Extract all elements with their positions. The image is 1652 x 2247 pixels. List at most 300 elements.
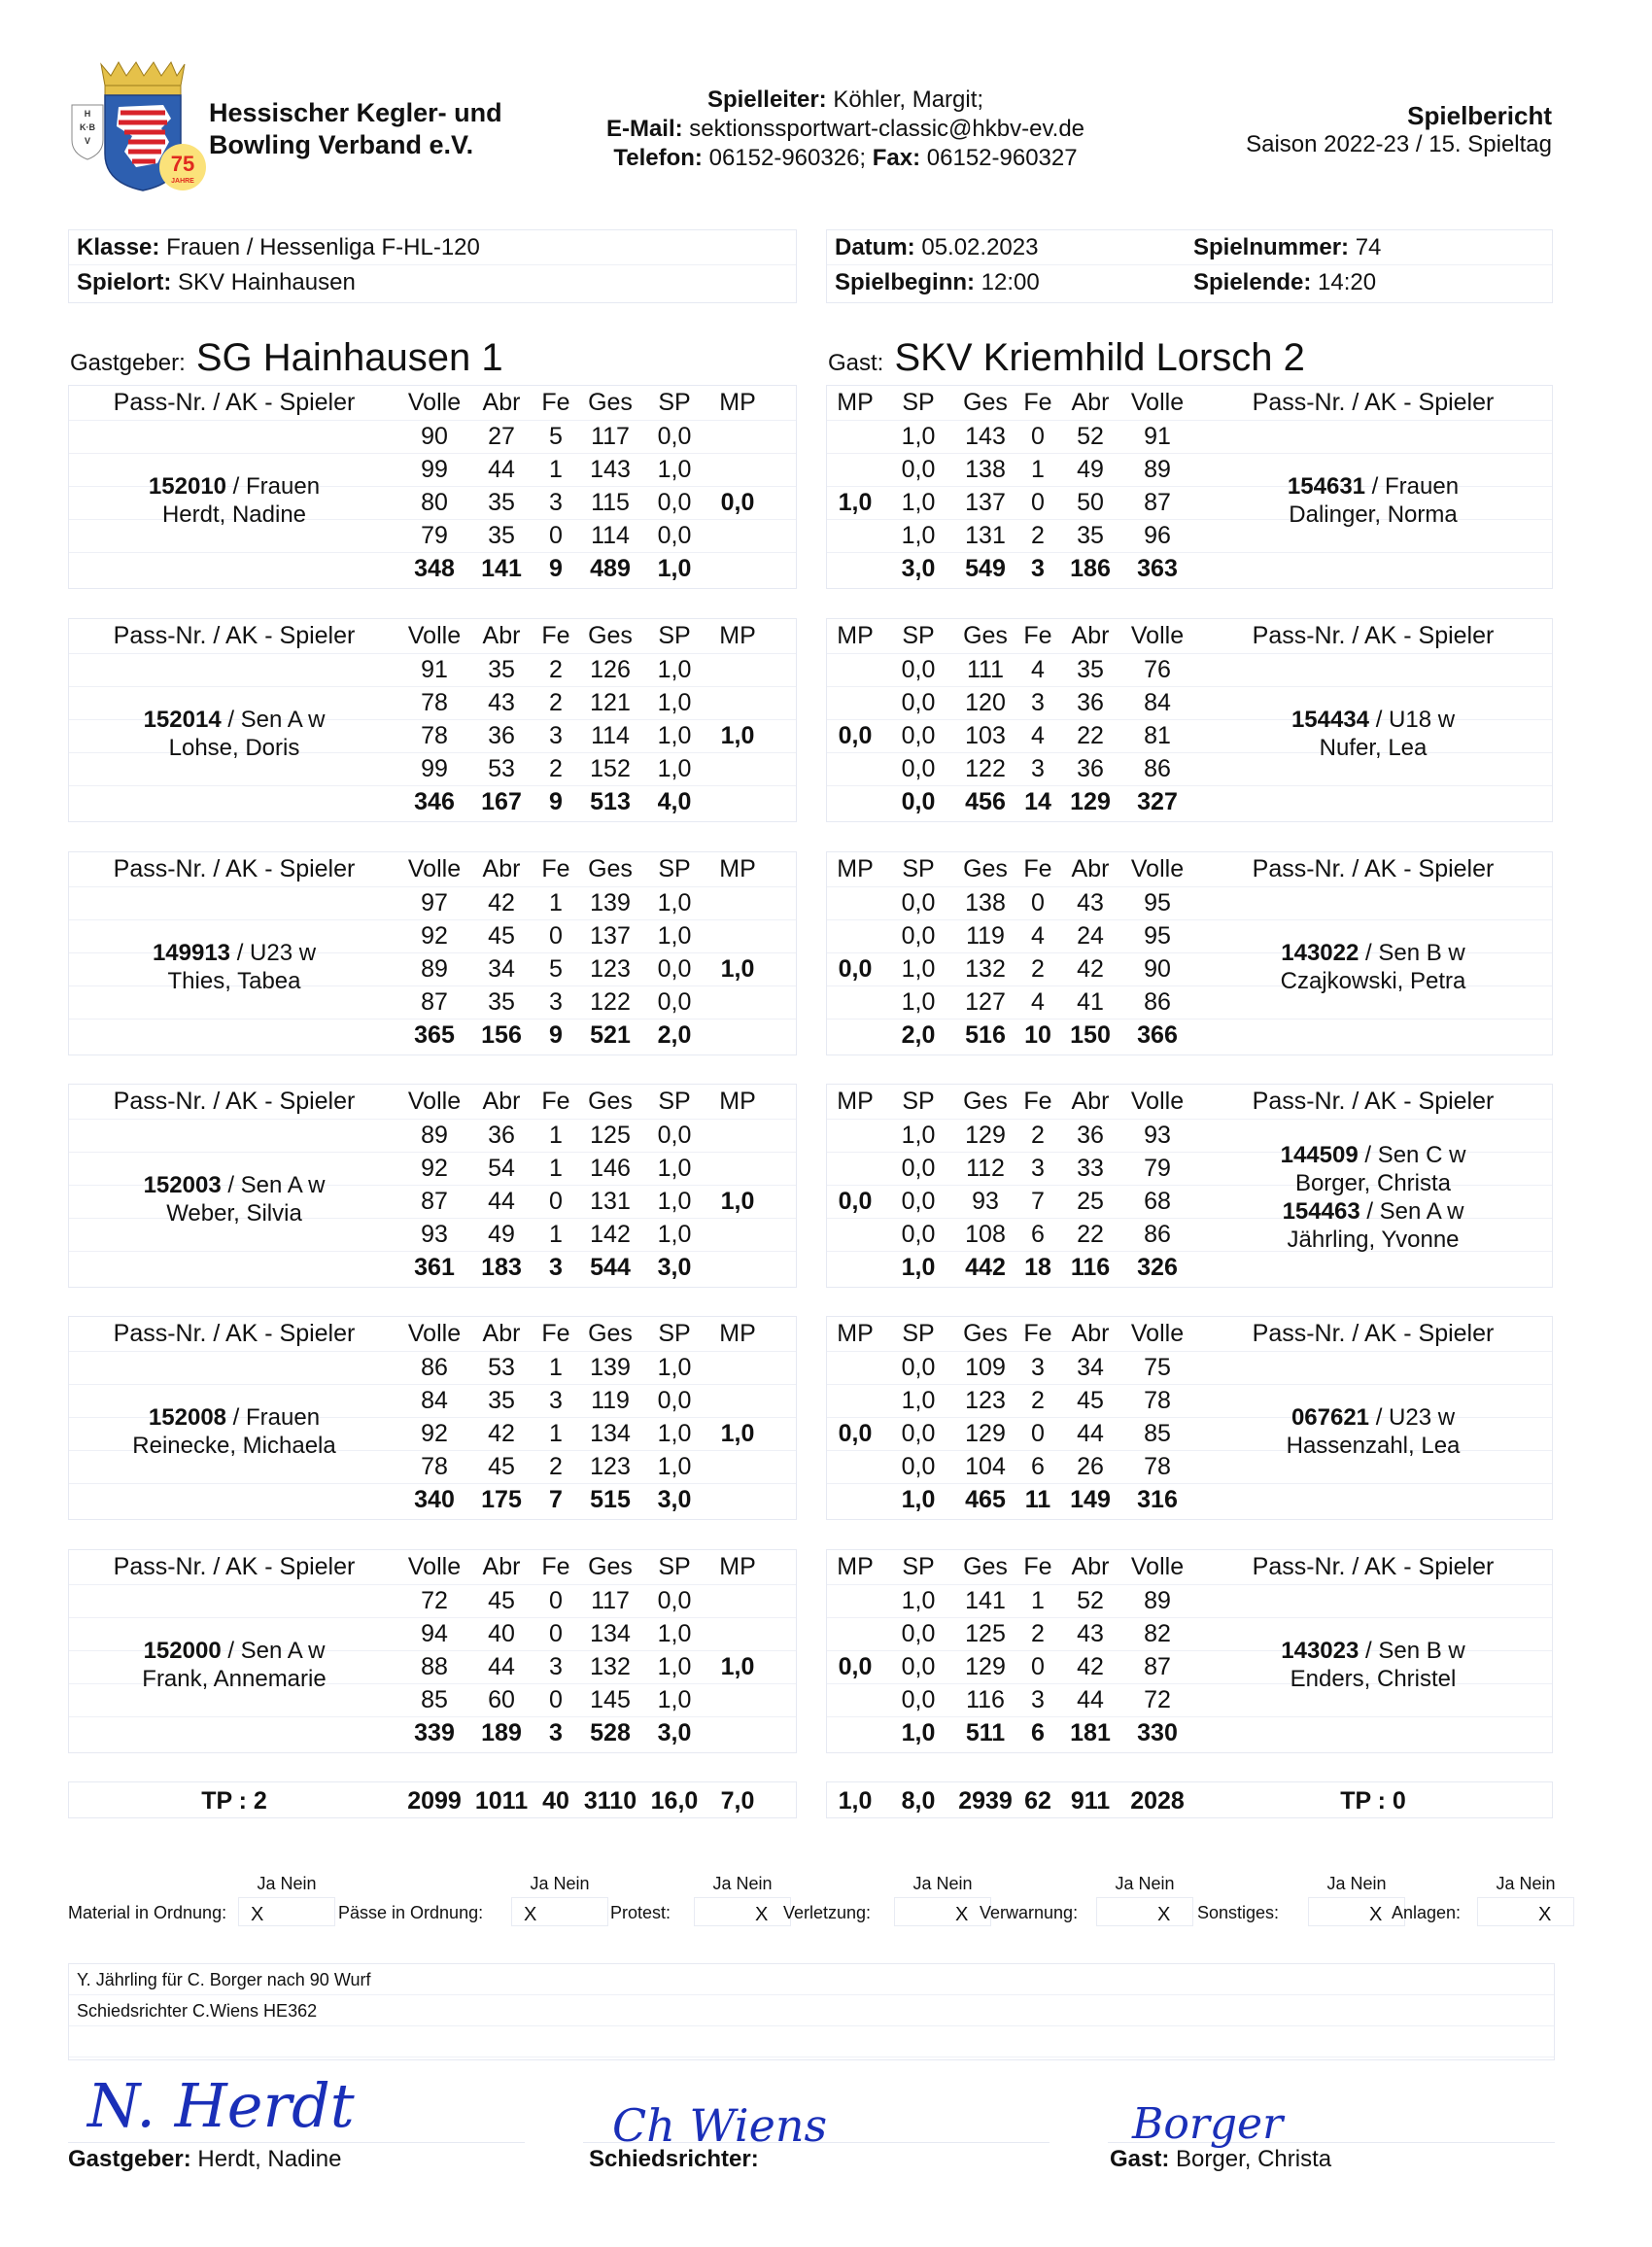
home-handwritten-signature: N. Herdt xyxy=(87,2070,355,2141)
player-info xyxy=(1192,1637,1554,1693)
column-header-row xyxy=(827,1317,1552,1351)
column-header-mp: MP xyxy=(719,1088,756,1115)
column-header-row xyxy=(69,852,796,886)
cell-volle: 84 xyxy=(421,1387,448,1414)
cell-volle: 89 xyxy=(1144,1587,1171,1614)
column-header-fe: Fe xyxy=(541,389,570,416)
player-pass-number: 143023 xyxy=(1281,1638,1359,1664)
check-label: Verwarnung: xyxy=(980,1903,1079,1922)
column-header-fe: Fe xyxy=(1023,1553,1052,1580)
cell-abr: 50 xyxy=(1077,489,1104,516)
cell-fe: 3 xyxy=(1031,1354,1045,1381)
column-header-abr: Abr xyxy=(482,1553,521,1580)
cell-volle: 72 xyxy=(1144,1686,1171,1713)
cell-fe: 1 xyxy=(1031,456,1045,483)
cell-ges: 137 xyxy=(590,922,631,950)
cell-fe: 4 xyxy=(1031,988,1045,1016)
cell-ges: 104 xyxy=(965,1453,1006,1480)
cell-fe: 3 xyxy=(1031,755,1045,782)
remarks-box xyxy=(68,1963,1555,2060)
cell-abr: 35 xyxy=(488,522,515,549)
cell-sp: 0,0 xyxy=(657,489,692,516)
match-point-value: 0,0 xyxy=(838,955,873,983)
player-info xyxy=(69,1637,399,1693)
column-header-volle: Volle xyxy=(1130,389,1185,416)
total-volle: 363 xyxy=(1137,555,1178,582)
column-header-volle: Volle xyxy=(407,1088,462,1115)
player-pass-number: 152014 xyxy=(143,707,222,733)
cell-fe: 2 xyxy=(549,689,563,716)
total-abr: 183 xyxy=(481,1254,522,1281)
column-header-abr: Abr xyxy=(482,855,521,882)
cell-sp: 1,0 xyxy=(901,988,936,1016)
cell-sp: 0,0 xyxy=(657,1387,692,1414)
cell-abr: 42 xyxy=(1077,1653,1104,1680)
remark-line-2: Schiedsrichter C.Wiens HE362 xyxy=(69,1995,1554,2026)
guest-signatory-label: Gast: xyxy=(1110,2146,1170,2172)
cell-abr: 44 xyxy=(488,1188,515,1215)
column-header-fe: Fe xyxy=(541,1553,570,1580)
cell-fe: 4 xyxy=(1031,722,1045,749)
player-total-row xyxy=(69,785,796,819)
check-mark: X xyxy=(955,1904,969,1925)
column-header-mp: MP xyxy=(837,389,874,416)
column-header-sp: SP xyxy=(902,389,935,416)
column-header-mp: MP xyxy=(719,1553,756,1580)
cell-ges: 122 xyxy=(965,755,1006,782)
player-pass-number: 154434 xyxy=(1291,707,1370,733)
cell-fe: 6 xyxy=(1031,1453,1045,1480)
cell-abr: 26 xyxy=(1077,1453,1104,1480)
logo-badge-75: 75 xyxy=(170,152,195,176)
spielort-label: Spielort: xyxy=(77,269,172,295)
cell-volle: 78 xyxy=(421,689,448,716)
cell-ges: 114 xyxy=(591,522,630,549)
cell-volle: 75 xyxy=(1144,1354,1171,1381)
throw-row xyxy=(827,1584,1552,1618)
cell-sp: 0,0 xyxy=(901,1686,936,1713)
column-header-abr: Abr xyxy=(1071,1320,1110,1347)
total-sp: 2,0 xyxy=(657,1021,692,1049)
total-fe: 9 xyxy=(549,555,563,582)
total-sp: 0,0 xyxy=(901,788,936,815)
guest-signatory xyxy=(1110,2146,1331,2173)
home-total-sp: 16,0 xyxy=(650,1787,699,1815)
cell-ges: 119 xyxy=(591,1387,630,1414)
player-pass-number: 144509 xyxy=(1280,1142,1359,1168)
cell-ges: 138 xyxy=(965,889,1006,916)
match-point-value: 1,0 xyxy=(720,955,755,983)
cell-sp: 1,0 xyxy=(657,689,692,716)
match-point-value: 1,0 xyxy=(720,1420,755,1447)
total-abr: 189 xyxy=(481,1719,522,1746)
column-header-row xyxy=(69,1085,796,1119)
column-header-player: Pass-Nr. / AK - Spieler xyxy=(1252,1320,1495,1347)
cell-ges: 134 xyxy=(590,1420,631,1447)
column-header-mp: MP xyxy=(719,1320,756,1347)
cell-ges: 112 xyxy=(966,1155,1005,1182)
cell-abr: 24 xyxy=(1077,922,1104,950)
ja-nein-header: Ja Nein xyxy=(1115,1874,1175,1893)
cell-abr: 35 xyxy=(488,988,515,1016)
cell-sp: 0,0 xyxy=(657,955,692,983)
cell-abr: 52 xyxy=(1077,423,1104,450)
home-player-block xyxy=(68,1549,797,1753)
check-mark: X xyxy=(524,1904,537,1925)
cell-ges: 129 xyxy=(965,1653,1006,1680)
guest-handwritten-signature: Borger xyxy=(1132,2099,1284,2149)
column-header-abr: Abr xyxy=(482,622,521,649)
cell-abr: 35 xyxy=(1077,656,1104,683)
cell-ges: 115 xyxy=(591,489,630,516)
column-header-volle: Volle xyxy=(407,389,462,416)
total-ges: 521 xyxy=(590,1021,631,1049)
player-pass-number: 152010 xyxy=(148,473,227,500)
cell-ges: 139 xyxy=(590,1354,631,1381)
player-pass-line xyxy=(1192,1197,1554,1226)
spielnummer-value: 74 xyxy=(1355,234,1382,260)
column-header-player: Pass-Nr. / AK - Spieler xyxy=(113,1088,356,1115)
throw-row xyxy=(69,1351,796,1385)
total-abr: 129 xyxy=(1070,788,1111,815)
check-box[interactable] xyxy=(1477,1897,1574,1926)
player-info xyxy=(69,472,399,529)
throw-row xyxy=(69,1119,796,1153)
logo-letters-kb: K·B xyxy=(80,122,95,132)
cell-volle: 79 xyxy=(421,522,448,549)
cell-volle: 72 xyxy=(421,1587,448,1614)
cell-fe: 1 xyxy=(549,1155,563,1182)
column-header-fe: Fe xyxy=(1023,1088,1052,1115)
player-info xyxy=(1192,1141,1554,1254)
home-team-label: Gastgeber: xyxy=(70,350,186,376)
cell-abr: 22 xyxy=(1077,722,1104,749)
cell-abr: 35 xyxy=(488,1387,515,1414)
cell-volle: 87 xyxy=(421,1188,448,1215)
cell-fe: 1 xyxy=(549,1420,563,1447)
cell-abr: 44 xyxy=(1077,1420,1104,1447)
cell-sp: 1,0 xyxy=(657,722,692,749)
fax-label: Fax: xyxy=(872,145,921,171)
total-volle: 316 xyxy=(1137,1486,1178,1513)
column-header-abr: Abr xyxy=(1071,1088,1110,1115)
cell-fe: 2 xyxy=(1031,1387,1045,1414)
total-fe: 6 xyxy=(1031,1719,1045,1746)
telefon-label: Telefon: xyxy=(613,145,703,171)
home-signatory-label: Gastgeber: xyxy=(68,2146,191,2172)
column-header-sp: SP xyxy=(902,1088,935,1115)
column-header-sp: SP xyxy=(658,389,691,416)
cell-abr: 25 xyxy=(1077,1188,1104,1215)
home-total-volle: 2099 xyxy=(407,1787,462,1815)
logo-letter-v: V xyxy=(84,136,91,146)
cell-fe: 3 xyxy=(549,1653,563,1680)
cell-fe: 0 xyxy=(549,1686,563,1713)
cell-volle: 89 xyxy=(421,955,448,983)
player-pass-number: 149913 xyxy=(152,940,231,966)
cell-abr: 36 xyxy=(488,1122,515,1149)
total-fe: 9 xyxy=(549,1021,563,1049)
home-signatory xyxy=(68,2146,341,2173)
column-header-abr: Abr xyxy=(482,1320,521,1347)
match-point-value: 1,0 xyxy=(720,1188,755,1215)
player-total-row xyxy=(69,552,796,586)
cell-fe: 3 xyxy=(549,988,563,1016)
player-total-row xyxy=(827,1019,1552,1053)
cell-ges: 123 xyxy=(590,955,631,983)
guest-total-volle: 2028 xyxy=(1130,1787,1185,1815)
player-total-row xyxy=(69,1716,796,1750)
player-pass-line xyxy=(1192,472,1554,501)
organization-name xyxy=(209,97,502,161)
cell-fe: 1 xyxy=(549,1354,563,1381)
match-point-value: 0,0 xyxy=(838,1420,873,1447)
player-age-class: / Sen A w xyxy=(221,1638,326,1664)
cell-sp: 0,0 xyxy=(901,889,936,916)
player-total-row xyxy=(827,785,1552,819)
cell-sp: 0,0 xyxy=(901,1155,936,1182)
total-fe: 10 xyxy=(1024,1021,1051,1049)
total-ges: 465 xyxy=(965,1486,1006,1513)
referee-signatory xyxy=(589,2146,759,2173)
match-info-left xyxy=(68,229,797,303)
column-header-abr: Abr xyxy=(1071,389,1110,416)
cell-abr: 27 xyxy=(488,423,515,450)
cell-volle: 93 xyxy=(1144,1122,1171,1149)
cell-ges: 145 xyxy=(590,1686,631,1713)
column-header-ges: Ges xyxy=(588,1320,633,1347)
cell-fe: 6 xyxy=(1031,1221,1045,1248)
player-name: Nufer, Lea xyxy=(1319,735,1428,761)
cell-volle: 89 xyxy=(1144,456,1171,483)
cell-ges: 131 xyxy=(590,1188,631,1215)
total-sp: 3,0 xyxy=(657,1254,692,1281)
home-team-name: SG Hainhausen 1 xyxy=(195,336,503,379)
cell-fe: 1 xyxy=(1031,1587,1045,1614)
total-fe: 18 xyxy=(1024,1254,1051,1281)
cell-fe: 2 xyxy=(549,1453,563,1480)
ja-nein-header: Ja Nein xyxy=(1326,1874,1387,1893)
player-pass-number: 067621 xyxy=(1291,1404,1370,1431)
cell-fe: 2 xyxy=(1031,522,1045,549)
cell-fe: 0 xyxy=(549,1587,563,1614)
column-header-sp: SP xyxy=(902,622,935,649)
player-name: Lohse, Doris xyxy=(168,735,300,761)
column-header-row xyxy=(69,1317,796,1351)
cell-sp: 1,0 xyxy=(901,1122,936,1149)
cell-abr: 42 xyxy=(488,889,515,916)
column-header-fe: Fe xyxy=(541,1088,570,1115)
cell-volle: 92 xyxy=(421,1420,448,1447)
guest-player-block xyxy=(826,1549,1553,1753)
column-header-row xyxy=(69,1550,796,1584)
check-mark: X xyxy=(1538,1904,1552,1925)
cell-fe: 1 xyxy=(549,1122,563,1149)
cell-ges: 109 xyxy=(965,1354,1006,1381)
column-header-volle: Volle xyxy=(1130,1553,1185,1580)
cell-sp: 1,0 xyxy=(657,1221,692,1248)
cell-ges: 137 xyxy=(965,489,1006,516)
hkbv-logo xyxy=(68,58,214,194)
total-sp: 1,0 xyxy=(657,555,692,582)
total-abr: 167 xyxy=(481,788,522,815)
ja-nein-header: Ja Nein xyxy=(530,1874,590,1893)
column-header-sp: SP xyxy=(902,855,935,882)
cell-fe: 1 xyxy=(549,889,563,916)
cell-sp: 1,0 xyxy=(657,889,692,916)
datum-label: Datum: xyxy=(835,234,915,260)
column-header-volle: Volle xyxy=(1130,1320,1185,1347)
check-label: Anlagen: xyxy=(1392,1903,1462,1922)
cell-abr: 40 xyxy=(488,1620,515,1647)
email-value[interactable]: sektionssportwart-classic@hkbv-ev.de xyxy=(689,116,1085,142)
org-line-2: Bowling Verband e.V. xyxy=(209,130,474,159)
cell-volle: 85 xyxy=(421,1686,448,1713)
total-abr: 186 xyxy=(1070,555,1111,582)
cell-ges: 103 xyxy=(965,722,1006,749)
cell-abr: 43 xyxy=(1077,889,1104,916)
column-header-volle: Volle xyxy=(1130,1088,1185,1115)
cell-ges: 127 xyxy=(965,988,1006,1016)
referee-handwritten-signature: Ch Wiens xyxy=(612,2099,828,2152)
cell-sp: 1,0 xyxy=(901,955,936,983)
cell-abr: 44 xyxy=(1077,1686,1104,1713)
column-header-ges: Ges xyxy=(588,855,633,882)
home-total-mp: 7,0 xyxy=(720,1787,755,1815)
cell-ges: 141 xyxy=(965,1587,1006,1614)
cell-abr: 35 xyxy=(1077,522,1104,549)
guest-total-fe: 62 xyxy=(1024,1787,1051,1815)
spielbeginn-value: 12:00 xyxy=(981,269,1040,295)
column-header-row xyxy=(827,619,1552,653)
player-age-class: / U23 w xyxy=(230,940,317,966)
cell-volle: 68 xyxy=(1144,1188,1171,1215)
throw-row xyxy=(827,886,1552,920)
cell-abr: 53 xyxy=(488,755,515,782)
cell-volle: 89 xyxy=(421,1122,448,1149)
column-header-sp: SP xyxy=(658,855,691,882)
guest-player-block xyxy=(826,851,1553,1055)
cell-abr: 22 xyxy=(1077,1221,1104,1248)
cell-sp: 0,0 xyxy=(901,689,936,716)
player-total-row xyxy=(827,552,1552,586)
column-header-sp: SP xyxy=(658,622,691,649)
total-volle: 326 xyxy=(1137,1254,1178,1281)
cell-volle: 85 xyxy=(1144,1420,1171,1447)
total-sp: 1,0 xyxy=(901,1719,936,1746)
total-ges: 528 xyxy=(590,1719,631,1746)
column-header-sp: SP xyxy=(658,1088,691,1115)
spielende-value: 14:20 xyxy=(1318,269,1377,295)
cell-fe: 7 xyxy=(1031,1188,1045,1215)
total-volle: 346 xyxy=(414,788,455,815)
cell-abr: 36 xyxy=(488,722,515,749)
match-point-value: 1,0 xyxy=(720,722,755,749)
column-header-ges: Ges xyxy=(963,1088,1008,1115)
check-label: Verletzung: xyxy=(783,1903,872,1922)
cell-fe: 1 xyxy=(549,456,563,483)
cell-sp: 1,0 xyxy=(657,656,692,683)
column-header-fe: Fe xyxy=(1023,1320,1052,1347)
player-pass-number: 154631 xyxy=(1287,473,1366,500)
cell-fe: 0 xyxy=(1031,1653,1045,1680)
cell-abr: 54 xyxy=(488,1155,515,1182)
throw-row xyxy=(69,420,796,454)
column-header-mp: MP xyxy=(719,622,756,649)
home-player-block xyxy=(68,385,797,589)
check-mark: X xyxy=(755,1904,769,1925)
total-abr: 181 xyxy=(1070,1719,1111,1746)
home-total-abr: 1011 xyxy=(474,1787,529,1815)
throw-row xyxy=(827,1351,1552,1385)
cell-abr: 36 xyxy=(1077,755,1104,782)
cell-volle: 79 xyxy=(1144,1155,1171,1182)
cell-sp: 1,0 xyxy=(657,456,692,483)
cell-ges: 125 xyxy=(965,1620,1006,1647)
cell-abr: 49 xyxy=(488,1221,515,1248)
cell-volle: 84 xyxy=(1144,689,1171,716)
check-label: Material in Ordnung: xyxy=(68,1903,227,1922)
cell-fe: 5 xyxy=(549,423,563,450)
column-header-fe: Fe xyxy=(541,1320,570,1347)
total-fe: 7 xyxy=(549,1486,563,1513)
player-info xyxy=(69,939,399,995)
total-fe: 3 xyxy=(549,1719,563,1746)
player-info xyxy=(1192,939,1554,995)
player-pass-number: 152008 xyxy=(148,1404,227,1431)
cell-ges: 123 xyxy=(965,1387,1006,1414)
column-header-volle: Volle xyxy=(407,622,462,649)
column-header-player: Pass-Nr. / AK - Spieler xyxy=(113,1320,356,1347)
player-info xyxy=(1192,472,1554,529)
cell-sp: 0,0 xyxy=(657,1122,692,1149)
cell-ges: 119 xyxy=(966,922,1005,950)
player-pass-line xyxy=(1192,1141,1554,1169)
cell-ges: 139 xyxy=(590,889,631,916)
cell-ges: 143 xyxy=(590,456,631,483)
cell-fe: 3 xyxy=(1031,1155,1045,1182)
column-header-mp: MP xyxy=(837,855,874,882)
cell-sp: 1,0 xyxy=(657,922,692,950)
logo-badge-jahre: JAHRE xyxy=(171,178,194,185)
org-line-1: Hessischer Kegler- und xyxy=(209,98,502,127)
guest-total-mp: 1,0 xyxy=(838,1787,873,1815)
column-header-ges: Ges xyxy=(963,622,1008,649)
cell-sp: 1,0 xyxy=(657,1686,692,1713)
player-name: Thies, Tabea xyxy=(167,968,301,994)
column-header-player: Pass-Nr. / AK - Spieler xyxy=(113,389,356,416)
player-pass-line xyxy=(1192,1403,1554,1432)
cell-abr: 43 xyxy=(488,689,515,716)
total-ges: 544 xyxy=(590,1254,631,1281)
cell-volle: 91 xyxy=(1144,423,1171,450)
check-label: Pässe in Ordnung: xyxy=(338,1903,484,1922)
column-header-ges: Ges xyxy=(588,1088,633,1115)
player-name: Czajkowski, Petra xyxy=(1280,968,1466,994)
player-pass-number: 152000 xyxy=(143,1638,222,1664)
column-header-player: Pass-Nr. / AK - Spieler xyxy=(1252,1553,1495,1580)
cell-sp: 1,0 xyxy=(901,522,936,549)
column-header-abr: Abr xyxy=(482,1088,521,1115)
cell-abr: 49 xyxy=(1077,456,1104,483)
throw-row xyxy=(827,420,1552,454)
cell-volle: 81 xyxy=(1144,722,1171,749)
cell-ges: 117 xyxy=(591,1587,630,1614)
cell-abr: 53 xyxy=(488,1354,515,1381)
check-mark: X xyxy=(1157,1904,1171,1925)
datum-value: 05.02.2023 xyxy=(921,234,1039,260)
total-abr: 116 xyxy=(1070,1254,1111,1281)
